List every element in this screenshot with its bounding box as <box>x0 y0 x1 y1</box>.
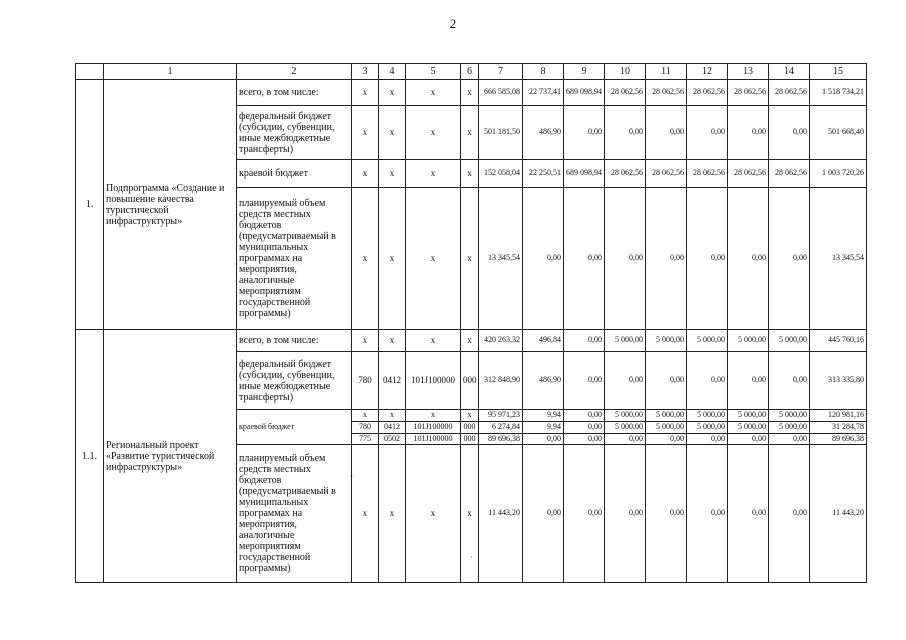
amount-cell: 666 585,08 <box>479 80 523 106</box>
code-csr: 101J100000 <box>406 433 461 445</box>
table-row <box>76 80 867 106</box>
code-vr: x <box>461 330 479 352</box>
amount-cell: 0,00 <box>564 330 605 352</box>
project-name: Региональный проект «Развитие туристической инфраструктуры» <box>104 330 237 583</box>
funding-source: краевой бюджет <box>237 410 352 445</box>
column-header <box>76 64 104 80</box>
funding-source: краевой бюджет <box>237 160 352 188</box>
amount-cell: 28 062,56 <box>646 80 687 106</box>
amount-cell: 501 181,50 <box>479 106 523 160</box>
amount-cell: 13 345,54 <box>810 188 867 330</box>
amount-cell: 28 062,56 <box>687 80 728 106</box>
amount-cell: 0,00 <box>646 188 687 330</box>
code-grbs: 780 <box>352 352 379 410</box>
code-csr: x <box>406 188 461 330</box>
column-header: 4 <box>379 64 406 80</box>
code-vr: x <box>461 80 479 106</box>
amount-cell: 0,00 <box>769 106 810 160</box>
amount-cell: 1 003 720,26 <box>810 160 867 188</box>
amount-cell: 5 000,00 <box>646 421 687 433</box>
code-grbs: 775 <box>352 433 379 445</box>
code-rzpr: x <box>379 160 406 188</box>
amount-cell: 22 250,51 <box>523 160 564 188</box>
amount-cell: 0,00 <box>523 188 564 330</box>
amount-cell: 5 000,00 <box>728 421 769 433</box>
amount-cell: 486,90 <box>523 106 564 160</box>
amount-cell: 689 098,94 <box>564 160 605 188</box>
code-csr: x <box>406 445 461 583</box>
column-header: 6 <box>461 64 479 80</box>
amount-cell: 0,00 <box>687 433 728 445</box>
amount-cell: 0,00 <box>646 106 687 160</box>
amount-cell: 0,00 <box>646 433 687 445</box>
code-rzpr: x <box>379 445 406 583</box>
amount-cell: 152 058,04 <box>479 160 523 188</box>
code-rzpr: x <box>379 188 406 330</box>
amount-cell: 28 062,56 <box>605 80 646 106</box>
amount-cell: 5 000,00 <box>646 410 687 422</box>
amount-cell: 0,00 <box>728 445 769 583</box>
amount-cell: 5 000,00 <box>769 330 810 352</box>
amount-cell: 0,00 <box>564 188 605 330</box>
amount-cell: 6 274,84 <box>479 421 523 433</box>
amount-cell: 5 000,00 <box>769 410 810 422</box>
amount-cell: 5 000,00 <box>728 330 769 352</box>
amount-cell: 28 062,56 <box>646 160 687 188</box>
amount-cell: 689 098,94 <box>564 80 605 106</box>
scan-mark: · <box>470 553 473 562</box>
column-header: 1 <box>104 64 237 80</box>
amount-cell: 5 000,00 <box>605 421 646 433</box>
amount-cell: 5 000,00 <box>687 330 728 352</box>
code-csr: 101J100000 <box>406 352 461 410</box>
amount-cell: 0,00 <box>564 433 605 445</box>
code-rzpr: x <box>379 330 406 352</box>
code-grbs: x <box>352 80 379 106</box>
code-vr: x <box>461 188 479 330</box>
amount-cell: 120 981,16 <box>810 410 867 422</box>
amount-cell: 0,00 <box>523 445 564 583</box>
code-grbs: x <box>352 106 379 160</box>
funding-source: планируемый объем средств местных бюджетов (предусматриваемый в муниципальных программах на мероприятия, аналогичные мероприятиям государственной программы) <box>237 445 352 583</box>
amount-cell: 31 284,78 <box>810 421 867 433</box>
amount-cell: 9,94 <box>523 410 564 422</box>
column-header: 2 <box>237 64 352 80</box>
code-grbs: x <box>352 160 379 188</box>
amount-cell: 420 263,32 <box>479 330 523 352</box>
amount-cell: 0,00 <box>728 433 769 445</box>
funding-source: всего, в том числе: <box>237 80 352 106</box>
header-row <box>76 64 867 80</box>
funding-source: планируемый объем средств местных бюджетов (предусматриваемый в муниципальных программах на мероприятия, аналогичные мероприятиям государственной программы) <box>237 188 352 330</box>
amount-cell: 11 443,20 <box>479 445 523 583</box>
column-header: 10 <box>605 64 646 80</box>
amount-cell: 0,00 <box>769 445 810 583</box>
amount-cell: 28 062,56 <box>769 160 810 188</box>
code-csr: 101J100000 <box>406 421 461 433</box>
amount-cell: 0,00 <box>564 352 605 410</box>
amount-cell: 0,00 <box>687 106 728 160</box>
amount-cell: 0,00 <box>605 188 646 330</box>
column-header: 13 <box>728 64 769 80</box>
amount-cell: 0,00 <box>564 421 605 433</box>
code-rzpr: x <box>379 80 406 106</box>
amount-cell: 0,00 <box>687 445 728 583</box>
code-grbs: x <box>352 188 379 330</box>
amount-cell: 1 518 734,21 <box>810 80 867 106</box>
amount-cell: 5 000,00 <box>769 421 810 433</box>
amount-cell: 0,00 <box>728 106 769 160</box>
code-csr: x <box>406 410 461 422</box>
amount-cell: 0,00 <box>564 445 605 583</box>
code-rzpr: x <box>379 106 406 160</box>
amount-cell: 11 443,20 <box>810 445 867 583</box>
amount-cell: 501 668,40 <box>810 106 867 160</box>
code-csr: x <box>406 106 461 160</box>
code-vr: 000 <box>461 421 479 433</box>
budget-table <box>75 63 867 583</box>
column-header: 3 <box>352 64 379 80</box>
amount-cell: 0,00 <box>564 106 605 160</box>
code-vr: 000 <box>461 352 479 410</box>
amount-cell: 28 062,56 <box>728 160 769 188</box>
code-csr: x <box>406 330 461 352</box>
column-header: 5 <box>406 64 461 80</box>
row-number: 1.1. <box>76 330 104 583</box>
row-number: 1. <box>76 80 104 330</box>
code-vr: x <box>461 410 479 422</box>
funding-source: федеральный бюджет (субсидии, субвенции, иные межбюджетные трансферты) <box>237 352 352 410</box>
code-vr: x <box>461 106 479 160</box>
code-vr: x <box>461 160 479 188</box>
column-header: 9 <box>564 64 605 80</box>
amount-cell: 28 062,56 <box>687 160 728 188</box>
amount-cell: 89 696,38 <box>810 433 867 445</box>
amount-cell: 0,00 <box>646 352 687 410</box>
column-header: 12 <box>687 64 728 80</box>
amount-cell: 13 345,54 <box>479 188 523 330</box>
amount-cell: 0,00 <box>769 352 810 410</box>
amount-cell: 0,00 <box>728 352 769 410</box>
code-csr: x <box>406 160 461 188</box>
funding-source: федеральный бюджет (субсидии, субвенции, иные межбюджетные трансферты) <box>237 106 352 160</box>
scan-mark: - <box>350 471 353 480</box>
amount-cell: 0,00 <box>564 410 605 422</box>
code-rzpr: 0412 <box>379 352 406 410</box>
column-header: 11 <box>646 64 687 80</box>
amount-cell: 28 062,56 <box>728 80 769 106</box>
amount-cell: 28 062,56 <box>605 160 646 188</box>
program-name: Подпрограмма «Создание и повышение качества туристической инфраструктуры» <box>104 80 237 330</box>
code-rzpr: x <box>379 410 406 422</box>
amount-cell: 445 760,16 <box>810 330 867 352</box>
amount-cell: 312 848,90 <box>479 352 523 410</box>
amount-cell: 0,00 <box>605 352 646 410</box>
amount-cell: 5 000,00 <box>687 421 728 433</box>
amount-cell: 5 000,00 <box>687 410 728 422</box>
column-header: 15 <box>810 64 867 80</box>
amount-cell: 496,84 <box>523 330 564 352</box>
code-rzpr: 0502 <box>379 433 406 445</box>
code-csr: x <box>406 80 461 106</box>
amount-cell: 0,00 <box>646 445 687 583</box>
code-grbs: 780 <box>352 421 379 433</box>
code-vr: x <box>461 445 479 583</box>
amount-cell: 0,00 <box>605 433 646 445</box>
column-header: 14 <box>769 64 810 80</box>
amount-cell: 0,00 <box>769 433 810 445</box>
amount-cell: 313 335,80 <box>810 352 867 410</box>
amount-cell: 5 000,00 <box>646 330 687 352</box>
amount-cell: 486,90 <box>523 352 564 410</box>
code-vr: 000 <box>461 433 479 445</box>
amount-cell: 0,00 <box>687 188 728 330</box>
page-number: 2 <box>449 16 457 31</box>
amount-cell: 89 696,38 <box>479 433 523 445</box>
amount-cell: 5 000,00 <box>605 330 646 352</box>
code-grbs: x <box>352 330 379 352</box>
code-grbs: x <box>352 445 379 583</box>
amount-cell: 95 971,23 <box>479 410 523 422</box>
amount-cell: 28 062,56 <box>769 80 810 106</box>
amount-cell: 0,00 <box>605 445 646 583</box>
column-header: 7 <box>479 64 523 80</box>
amount-cell: 0,00 <box>728 188 769 330</box>
amount-cell: 0,00 <box>687 352 728 410</box>
amount-cell: 22 737,41 <box>523 80 564 106</box>
funding-source: всего, в том числе: <box>237 330 352 352</box>
amount-cell: 0,00 <box>605 106 646 160</box>
table-row <box>76 330 867 352</box>
amount-cell: 0,00 <box>769 188 810 330</box>
column-header: 8 <box>523 64 564 80</box>
amount-cell: 5 000,00 <box>728 410 769 422</box>
code-grbs: x <box>352 410 379 422</box>
code-rzpr: 0412 <box>379 421 406 433</box>
amount-cell: 9,94 <box>523 421 564 433</box>
amount-cell: 5 000,00 <box>605 410 646 422</box>
amount-cell: 0,00 <box>523 433 564 445</box>
